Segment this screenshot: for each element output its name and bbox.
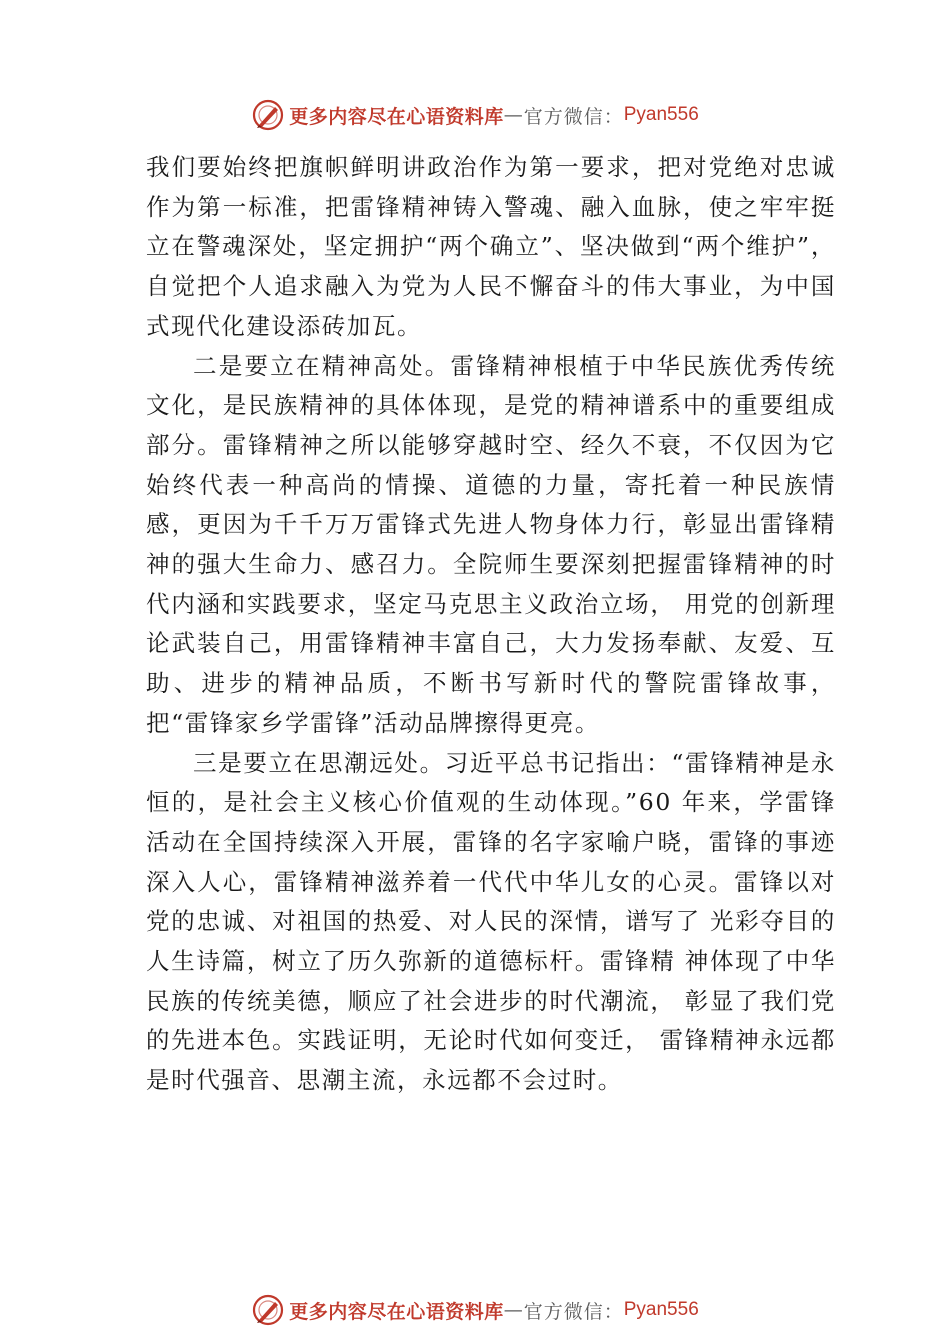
banner-dash: — — [503, 1299, 524, 1321]
banner-wechat-id: Pyan556 — [623, 104, 699, 125]
header-banner — [0, 95, 950, 135]
banner-wechat-label: 官方微信： — [523, 1300, 624, 1323]
banner-brand-text: 更多内容尽在心语资料库 — [289, 105, 504, 128]
paragraph-2: 二是要立在精神高处。雷锋精神根植于中华民族优秀传统文化，是民族精神的具体体现，是党的精神谱系中的重要组成部分。雷锋精神之所以能够穿越时空、经久不衰，不仅因为它始终代表一种高尚的情操、道德的力量，寄托着一种民族情感，更因为千千万万雷锋式先进人物身体力行，彰显出雷锋精神的强大生命力、感召力。全院师生要深刻把握雷锋精神的时代内涵和实践要求，坚定马克思主义政治立场， 用党的创新理论武装自己，用雷锋精神丰富自己，大力发扬奉献、友爱、互助、进步的精神品质，不断书写新时代的警院雷锋故事，把“雷锋家乡学雷锋”活动品牌擦得更亮。 — [146, 351, 836, 737]
footer-banner — [0, 1290, 950, 1330]
brand-logo-icon — [251, 98, 285, 132]
banner-wechat-id: Pyan556 — [623, 1299, 699, 1320]
document-body — [146, 148, 836, 1101]
paragraph-3: 三是要立在思潮远处。习近平总书记指出：“雷锋精神是永恒的，是社会主义核心价值观的生动体现。”60 年来，学雷锋活动在全国持续深入开展，雷锋的名字家喻户晓，雷锋的事迹深入人心，雷锋精神滋养着一代代中华儿女的心灵。雷锋以对党的忠诚、对祖国的热爱、对人民的深情，谱写了 光彩夺目的人生诗篇，树立了历久弥新的道德标杆。雷锋精 神体现了中华民族的传统美德，顺应了社会进步的时代潮流， 彰显了我们党的先进本色。实践证明，无论时代如何变迁， 雷锋精神永远都是时代强音、思潮主流，永远都不会过时。 — [146, 748, 836, 1095]
banner-wechat-label: 官方微信： — [523, 105, 624, 128]
banner-dash: — — [503, 104, 524, 126]
paragraph-1: 我们要始终把旗帜鲜明讲政治作为第一要求，把对党绝对忠诚作为第一标准，把雷锋精神铸入警魂、融入血脉，使之牢牢挺立在警魂深处，坚定拥护“两个确立”、坚决做到“两个维护”，自觉把个人追求融入为党为人民不懈奋斗的伟大事业，为中国式现代化建设添砖加瓦。 — [146, 153, 836, 340]
brand-logo-icon — [251, 1293, 285, 1327]
banner-brand-text: 更多内容尽在心语资料库 — [289, 1300, 504, 1323]
